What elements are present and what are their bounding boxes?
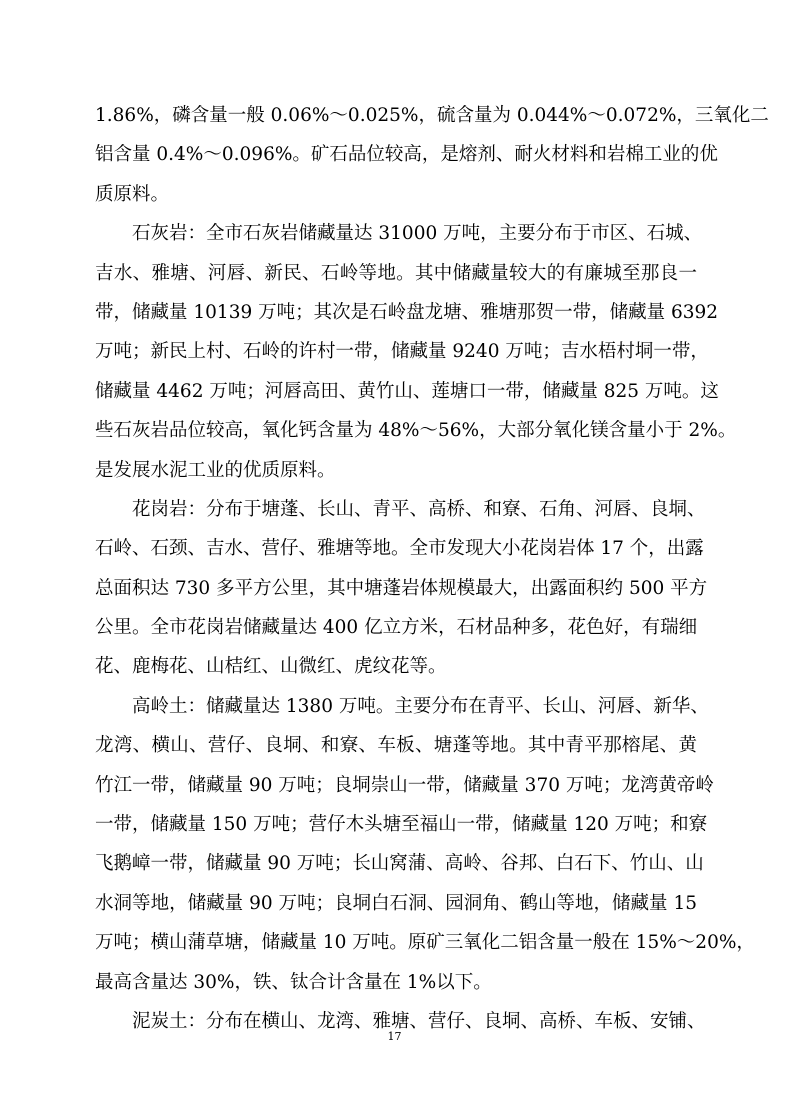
page-body	[95, 96, 769, 1041]
text-line: 铝含量 0.4%～0.096%。矿石品位较高，是熔剂、耐火材料和岩棉工业的优	[95, 144, 718, 166]
text-line: 1.86%，磷含量一般 0.06%～0.025%，硫含量为 0.044%～0.072%，三氧化二	[95, 105, 769, 126]
text-line: 石灰岩：全市石灰岩储藏量达 31000 万吨，主要分布于市区、石城、	[132, 223, 703, 245]
text-line: 一带，储藏量 150 万吨；营仔木头塘至福山一带，储藏量 120 万吨；和寮	[95, 814, 708, 836]
paragraph-continuation	[95, 96, 769, 214]
text-line: 花岗岩：分布于塘蓬、长山、青平、高桥、和寮、石角、河唇、良垌、	[132, 498, 706, 520]
text-line: 石岭、石颈、吉水、营仔、雅塘等地。全市发现大小花岗岩体 17 个，出露	[95, 538, 704, 560]
text-line: 最高含量达 30%，铁、钛合计含量在 1%以下。	[95, 971, 492, 993]
text-line: 花、鹿梅花、山桔红、山微红、虎纹花等。	[95, 656, 447, 678]
page-number: 17	[387, 1030, 402, 1043]
text-line: 储藏量 4462 万吨；河唇高田、黄竹山、莲塘口一带，储藏量 825 万吨。这	[95, 380, 719, 402]
paragraph-granite	[95, 490, 708, 687]
text-line: 万吨；横山蒲草塘，储藏量 10 万吨。原矿三氧化二铝含量一般在 15%～20%，	[95, 932, 755, 954]
text-line: 些石灰岩品位较高，氧化钙含量为 48%～56%，大部分氧化镁含量小于 2%。	[95, 420, 737, 442]
text-line: 是发展水泥工业的优质原料。	[95, 459, 336, 481]
paragraphs	[95, 96, 769, 1041]
text-line: 泥炭土：分布在横山、龙湾、雅塘、营仔、良垌、高桥、车板、安铺、	[132, 1010, 706, 1032]
text-line: 质原料。	[95, 183, 170, 205]
paragraph-kaolin	[95, 687, 755, 1002]
text-line: 总面积达 730 多平方公里，其中塘蓬岩体规模最大，出露面积约 500 平方	[95, 577, 708, 599]
text-line: 水洞等地，储藏量 90 万吨；良垌白石洞、园洞角、鹤山等地，储藏量 15	[95, 892, 697, 914]
text-line: 高岭土：储藏量达 1380 万吨。主要分布在青平、长山、河唇、新华、	[132, 695, 709, 717]
text-line: 万吨；新民上村、石岭的许村一带，储藏量 9240 万吨；吉水梧村垌一带，	[95, 341, 709, 363]
paragraph-limestone	[95, 214, 737, 490]
text-line: 龙湾、横山、营仔、良垌、和寮、车板、塘蓬等地。其中青平那榕尾、黄	[95, 735, 697, 757]
text-line: 带，储藏量 10139 万吨；其次是石岭盘龙塘、雅塘那贺一带，储藏量 6392	[95, 301, 719, 323]
text-line: 飞鹅嶂一带，储藏量 90 万吨；长山窝蒲、高岭、谷邦、白石下、竹山、山	[95, 853, 704, 875]
text-line: 吉水、雅塘、河唇、新民、石岭等地。其中储藏量较大的有廉城至那良一	[95, 262, 697, 284]
text-line: 公里。全市花岗岩储藏量达 400 亿立方米，石材品种多，花色好，有瑞细	[95, 617, 698, 639]
text-line: 竹江一带，储藏量 90 万吨；良垌崇山一带，储藏量 370 万吨；龙湾黄帝岭	[95, 774, 714, 796]
